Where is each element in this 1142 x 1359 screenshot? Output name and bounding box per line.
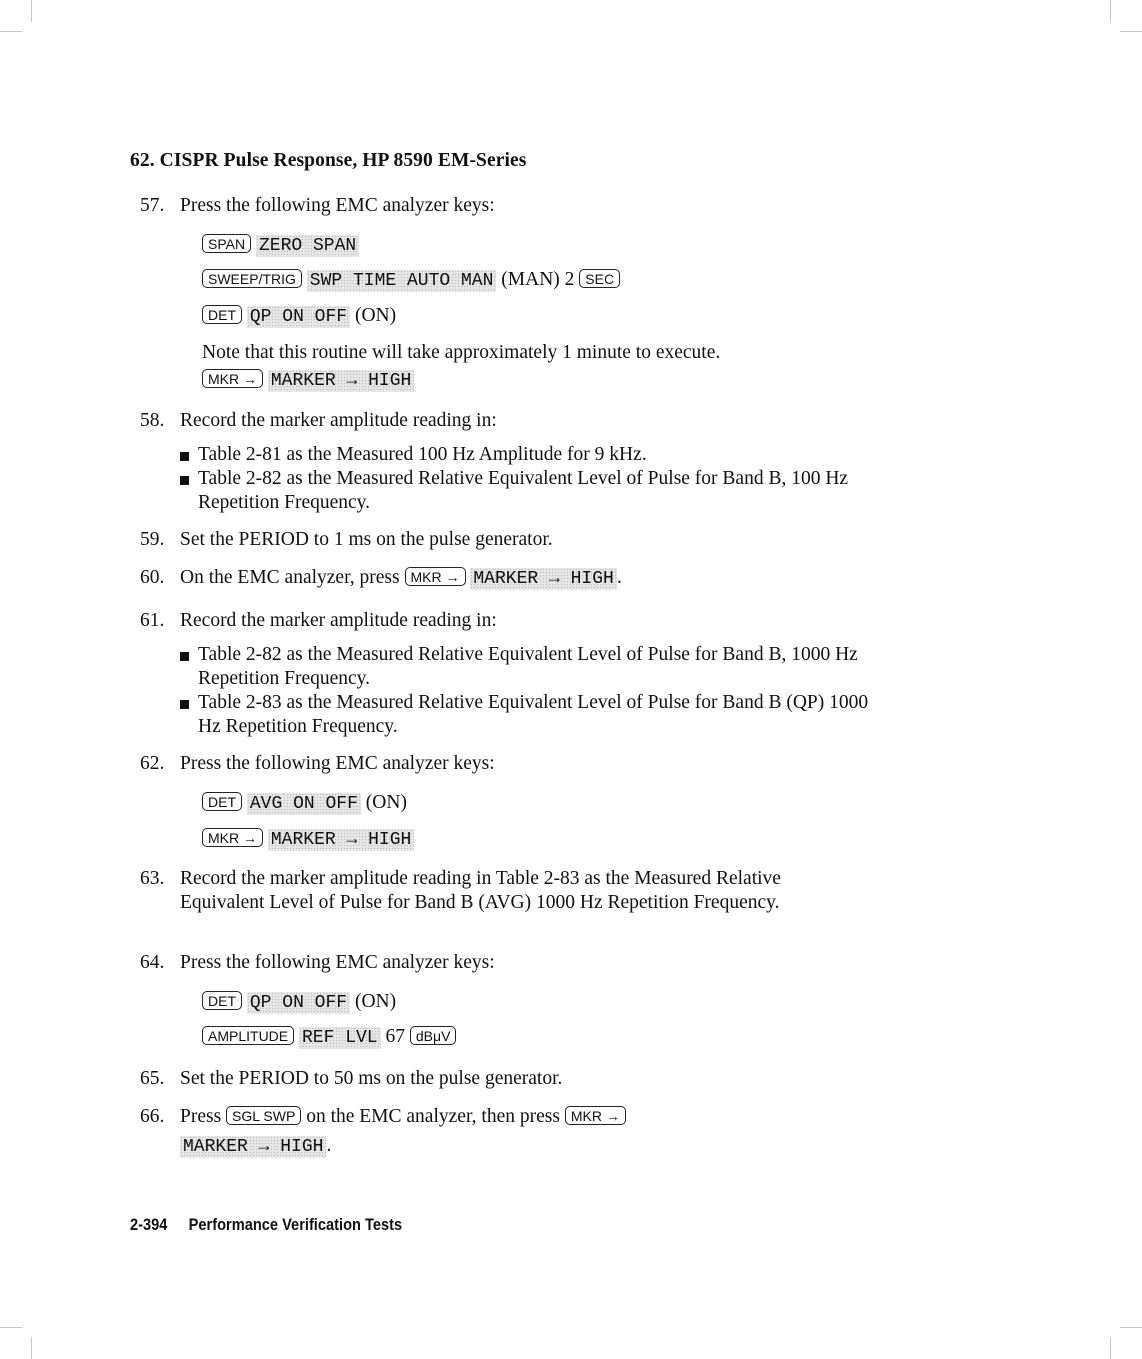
step-61 bbox=[140, 609, 880, 633]
crop-mark bbox=[1110, 1337, 1111, 1359]
span-key[interactable]: SPAN bbox=[202, 234, 251, 253]
marker-high-softkey[interactable]: MARKER → HIGH bbox=[268, 370, 414, 392]
footer-title: Performance Verification Tests bbox=[188, 1215, 403, 1234]
marker-high-softkey[interactable]: MARKER → HIGH bbox=[268, 829, 414, 851]
key-sequence bbox=[202, 790, 407, 816]
mkr-key[interactable]: MKR → bbox=[405, 567, 466, 586]
inline-text: (ON) bbox=[354, 991, 397, 1012]
page-footer bbox=[130, 1215, 402, 1235]
swp-time-softkey[interactable]: SWP TIME AUTO MAN bbox=[307, 270, 497, 292]
step-text: Press the following EMC analyzer keys: bbox=[180, 195, 495, 216]
key-sequence bbox=[202, 367, 414, 393]
page-number: 2-394 bbox=[130, 1215, 168, 1234]
bullet-icon bbox=[180, 700, 189, 709]
amplitude-key[interactable]: AMPLITUDE bbox=[202, 1026, 294, 1045]
key-sequence bbox=[202, 303, 396, 329]
step-59 bbox=[140, 528, 880, 552]
crop-mark bbox=[1110, 0, 1111, 22]
mkr-key[interactable]: MKR → bbox=[565, 1106, 626, 1125]
qp-on-off-softkey[interactable]: QP ON OFF bbox=[247, 306, 350, 328]
key-sequence bbox=[202, 1024, 456, 1050]
avg-on-off-softkey[interactable]: AVG ON OFF bbox=[247, 793, 361, 815]
step-text: Press the following EMC analyzer keys: bbox=[180, 753, 495, 774]
step-number: 66. bbox=[140, 1106, 165, 1127]
step-text: Record the marker amplitude reading in Table 2-83 as the Measured Relative Equivalent Level of Pulse for Band B (AVG) 1000 Hz Repetition Frequency. bbox=[180, 868, 781, 913]
step-66 bbox=[140, 1102, 880, 1160]
key-sequence bbox=[202, 989, 396, 1015]
inline-text: Press bbox=[180, 1106, 222, 1127]
list-item bbox=[180, 467, 880, 515]
qp-on-off-softkey[interactable]: QP ON OFF bbox=[247, 992, 350, 1014]
list-item bbox=[180, 643, 880, 691]
step-number: 61. bbox=[140, 610, 165, 631]
note-text: Note that this routine will take approximately 1 minute to execute. bbox=[202, 342, 721, 363]
step-63 bbox=[140, 867, 880, 915]
inline-text: . bbox=[326, 1135, 332, 1156]
key-sequence bbox=[202, 826, 414, 852]
list-item bbox=[180, 691, 880, 739]
list-item-text: Table 2-82 as the Measured Relative Equivalent Level of Pulse for Band B, 100 Hz Repetition Frequency. bbox=[198, 468, 849, 513]
step-number: 59. bbox=[140, 529, 165, 550]
sweep-trig-key[interactable]: SWEEP/TRIG bbox=[202, 269, 302, 288]
step-64 bbox=[140, 951, 880, 975]
step-number: 64. bbox=[140, 952, 165, 973]
inline-text: On the EMC analyzer, press bbox=[180, 567, 400, 588]
step-text: Press the following EMC analyzer keys: bbox=[180, 952, 495, 973]
step-number: 60. bbox=[140, 567, 165, 588]
mkr-key[interactable]: MKR → bbox=[202, 369, 263, 388]
crop-mark bbox=[0, 31, 22, 32]
sgl-swp-key[interactable]: SGL SWP bbox=[226, 1106, 301, 1125]
step-number: 57. bbox=[140, 195, 165, 216]
step-57 bbox=[140, 194, 880, 218]
inline-text: on the EMC analyzer, then press bbox=[306, 1106, 560, 1127]
mkr-key[interactable]: MKR → bbox=[202, 828, 263, 847]
section-title: 62. CISPR Pulse Response, HP 8590 EM-Series bbox=[130, 150, 527, 171]
step-number: 58. bbox=[140, 410, 165, 431]
step-text: Set the PERIOD to 50 ms on the pulse generator. bbox=[180, 1068, 563, 1089]
dbuv-key[interactable]: dBμV bbox=[410, 1026, 457, 1045]
ref-lvl-softkey[interactable]: REF LVL bbox=[299, 1027, 381, 1049]
step-text: Set the PERIOD to 1 ms on the pulse generator. bbox=[180, 529, 553, 550]
step-62 bbox=[140, 752, 880, 776]
step-58 bbox=[140, 409, 880, 433]
crop-mark bbox=[31, 0, 32, 22]
marker-high-softkey[interactable]: MARKER → HIGH bbox=[180, 1136, 326, 1158]
list-item-text: Table 2-82 as the Measured Relative Equivalent Level of Pulse for Band B, 1000 Hz Repetition Frequency. bbox=[198, 644, 858, 689]
key-sequence bbox=[202, 267, 620, 293]
inline-text: . bbox=[616, 567, 622, 588]
step-number: 65. bbox=[140, 1068, 165, 1089]
step-text bbox=[180, 1102, 740, 1160]
bullet-icon bbox=[180, 452, 189, 461]
step-number: 63. bbox=[140, 868, 165, 889]
det-key[interactable]: DET bbox=[202, 305, 242, 324]
inline-text: (MAN) 2 bbox=[501, 269, 575, 290]
det-key[interactable]: DET bbox=[202, 792, 242, 811]
bullet-icon bbox=[180, 476, 189, 485]
step-60 bbox=[140, 566, 880, 590]
inline-text: (ON) bbox=[354, 305, 397, 326]
crop-mark bbox=[1120, 31, 1142, 32]
inline-text: 67 bbox=[385, 1026, 405, 1047]
list-item-text: Table 2-81 as the Measured 100 Hz Amplitude for 9 kHz. bbox=[198, 444, 647, 465]
sec-key[interactable]: SEC bbox=[579, 269, 620, 288]
crop-mark bbox=[1120, 1327, 1142, 1328]
det-key[interactable]: DET bbox=[202, 991, 242, 1010]
crop-mark bbox=[31, 1337, 32, 1359]
step-text: Record the marker amplitude reading in: bbox=[180, 610, 497, 631]
zero-span-softkey[interactable]: ZERO SPAN bbox=[256, 235, 359, 257]
key-sequence bbox=[202, 232, 359, 258]
step-text bbox=[180, 566, 880, 590]
list-item bbox=[180, 443, 880, 467]
bullet-icon bbox=[180, 652, 189, 661]
step-number: 62. bbox=[140, 753, 165, 774]
list-item-text: Table 2-83 as the Measured Relative Equivalent Level of Pulse for Band B (QP) 1000 Hz Repetition Frequency. bbox=[198, 692, 869, 737]
step-text: Record the marker amplitude reading in: bbox=[180, 410, 497, 431]
marker-high-softkey[interactable]: MARKER → HIGH bbox=[470, 568, 616, 590]
step-65 bbox=[140, 1067, 880, 1091]
crop-mark bbox=[0, 1327, 22, 1328]
inline-text: (ON) bbox=[365, 792, 407, 813]
